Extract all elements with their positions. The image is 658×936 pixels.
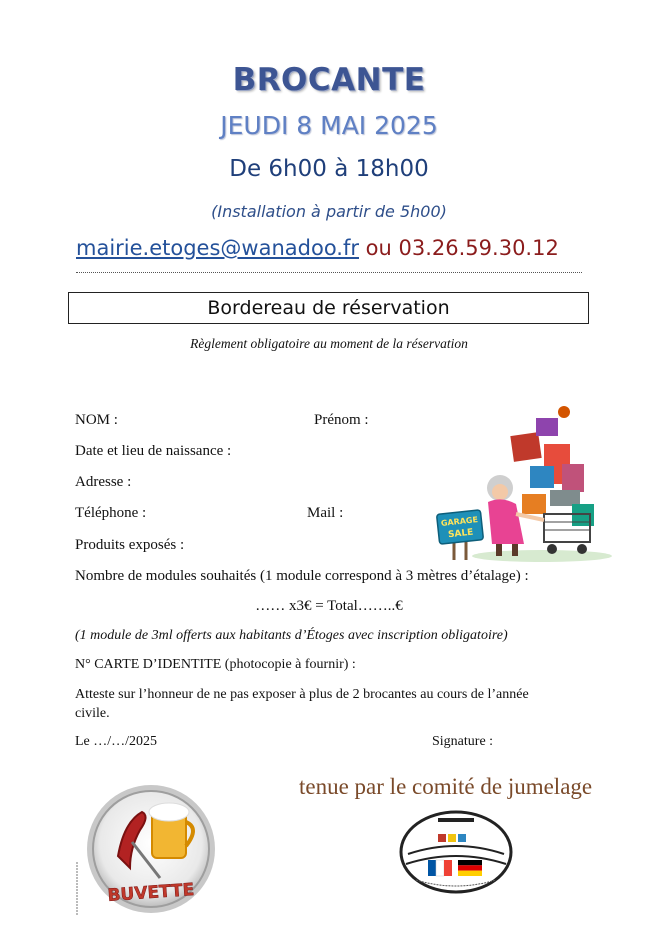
coat-of-arms-icon bbox=[448, 834, 456, 842]
garage-sale-illustration bbox=[432, 404, 612, 564]
image-credit-mark bbox=[72, 860, 82, 918]
total-line: …… x3€ = Total……..€ bbox=[255, 598, 403, 614]
jumelage-logo bbox=[398, 808, 514, 896]
dotted-divider bbox=[76, 272, 582, 273]
attestation-line-2: civile. bbox=[75, 706, 110, 721]
field-mail-label: Mail : bbox=[307, 505, 344, 521]
grey-radio-icon bbox=[550, 490, 580, 506]
event-date: JEUDI 8 MAI 2025 bbox=[220, 111, 438, 140]
pink-bag-icon bbox=[562, 464, 584, 492]
form-heading-box: Bordereau de réservation bbox=[68, 292, 589, 324]
phone-number: 03.26.59.30.12 bbox=[398, 236, 559, 260]
field-prenom-label: Prénom : bbox=[314, 412, 369, 428]
email-link[interactable]: mairie.etoges@wanadoo.fr bbox=[76, 236, 359, 260]
field-telephone-label: Téléphone : bbox=[75, 505, 147, 521]
event-hours: De 6h00 à 18h00 bbox=[229, 156, 429, 182]
blue-box-icon bbox=[530, 466, 554, 488]
germany-flag-icon bbox=[458, 860, 482, 865]
field-naissance-label: Date et lieu de naissance : bbox=[75, 443, 232, 459]
id-card-label: N° CARTE D’IDENTITE (photocopie à fournir) : bbox=[75, 657, 356, 672]
buvette-logo-text: BUVETTE bbox=[106, 880, 195, 907]
sign-word-2: SALE bbox=[447, 527, 474, 541]
field-modules-label: Nombre de modules souhaités (1 module correspond à 3 mètres d’étalage) : bbox=[75, 568, 529, 584]
field-nom-label: NOM : bbox=[75, 412, 118, 428]
title-brocante: BROCANTE bbox=[232, 62, 426, 98]
purple-bag-icon bbox=[536, 418, 558, 436]
coat-of-arms-icon bbox=[438, 834, 446, 842]
buvette-logo bbox=[84, 782, 218, 916]
contact-separator: ou bbox=[359, 236, 399, 260]
attestation-line-1: Atteste sur l’honneur de ne pas exposer à plus de 2 brocantes au cours de l’année bbox=[75, 687, 529, 702]
red-box-icon bbox=[510, 432, 541, 462]
contact-line bbox=[76, 236, 559, 260]
field-adresse-label: Adresse : bbox=[75, 474, 132, 490]
field-produits-label: Produits exposés : bbox=[75, 537, 185, 553]
payment-note: Règlement obligatoire au moment de la réservation bbox=[190, 336, 468, 351]
orange-box-icon bbox=[522, 494, 546, 514]
ground-shadow bbox=[472, 550, 612, 562]
date-line: Le …/…/2025 bbox=[75, 734, 158, 749]
sign-word-1: GARAGE bbox=[440, 515, 479, 528]
france-flag-icon bbox=[428, 860, 436, 876]
offered-modules-note: (1 module de 3ml offerts aux habitants d’Étoges avec inscription obligatoire) bbox=[75, 628, 508, 643]
buvette-subtitle: tenue par le comité de jumelage bbox=[299, 774, 593, 799]
installation-note: (Installation à partir de 5h00) bbox=[211, 202, 447, 221]
lamp-icon bbox=[558, 406, 570, 418]
signature-label: Signature : bbox=[432, 734, 494, 749]
coat-of-arms-icon bbox=[458, 834, 466, 842]
